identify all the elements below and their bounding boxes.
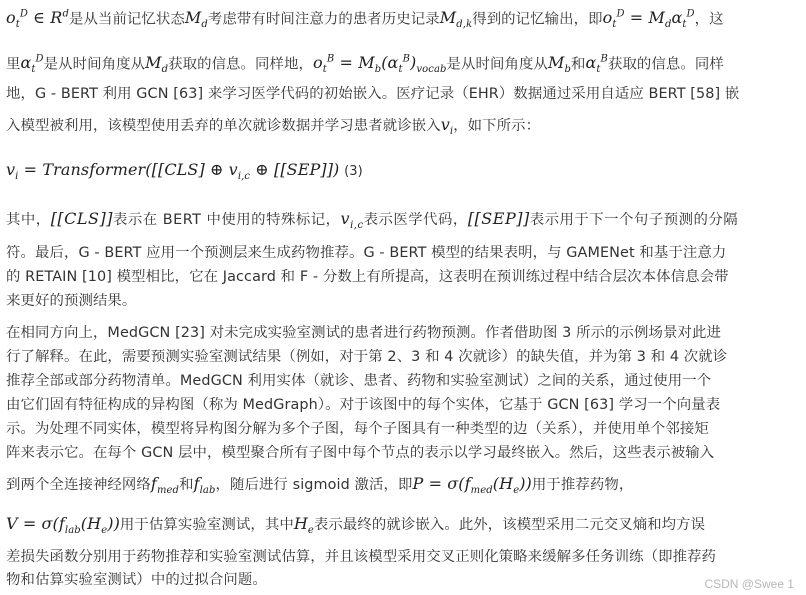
text-segment: 表示最终的就诊嵌入。此外，该模型采用二元交叉熵和均方误 [313, 517, 706, 533]
math-inline: $\alpha_t^D$ [20, 53, 44, 76]
text-line: 来更好的预测结果。 [6, 293, 137, 309]
text-line: 差损失函数分别用于药物推荐和实验室测试估算，并且该模型采用交叉正则化策略来缓解多任务训练（即推荐药 [6, 549, 717, 565]
math-inline: $P = \sigma(f_{med}(H_e))$ [412, 474, 532, 497]
text-segment: 其中， [6, 212, 51, 228]
math-inline: $f_{lab}$ [193, 474, 216, 497]
math-inline: $v_i$ [440, 115, 454, 138]
text-line [6, 513, 705, 542]
text-line [6, 473, 633, 502]
math-inline: $o_t^D = M_d\alpha_t^D$ [602, 8, 695, 31]
text-segment: 得到的记忆输出，即 [472, 11, 603, 28]
text-segment: 用于估算实验室测试，其中 [119, 517, 294, 533]
text-line: 的 RETAIN [10] 模型相比，它在 Jaccard 和 F - 分数上有所提高，这表明在预训练过程中结合层次本体信息会带 [6, 269, 729, 285]
text-line: 符。最后，G - BERT 应用一个预测层来生成药物推荐。G - BERT 模型的结果表明，与 GAMENet 和基于注意力 [6, 245, 727, 261]
math-inline: $v_{i,c}$ [340, 209, 364, 232]
text-segment: 获取的信息。同样地， [168, 56, 314, 73]
equation [6, 159, 363, 188]
math-inline: [[CLS]] [50, 209, 113, 228]
text-segment: 用于推荐药物， [531, 477, 634, 493]
math-inline: $o_t^D$ [6, 8, 28, 31]
text-line [6, 208, 738, 237]
text-segment: 表示医学代码， [363, 212, 468, 228]
text-segment: 和 [179, 477, 194, 493]
text-segment: 表示在 BERT 中使用的特殊标记， [112, 212, 341, 228]
math-inline: $V = \sigma(f_{lab}(H_e))$ [6, 514, 120, 537]
equation-body: $v_i$ = Transformer([[CLS] ⊕ $v_{i,c}$ ⊕ [[SEP]]) [6, 160, 340, 183]
equation-number: (3) [344, 164, 363, 179]
math-inline: $f_{med}$ [150, 474, 180, 497]
math-inline: $M_b$ [547, 53, 571, 76]
math-inline: $M_d$ [145, 53, 169, 76]
text-segment: 入模型被利用，该模型使用丢弃的单次就诊数据并学习患者就诊嵌入 [6, 118, 441, 134]
text-segment: ，随后进行 sigmoid 激活，即 [215, 477, 413, 493]
text-segment: 考虑带有时间注意力的患者历史记录 [207, 11, 440, 28]
text-segment: 获取的信息。同样 [607, 56, 724, 73]
text-segment: ，这 [694, 11, 724, 28]
text-line [6, 114, 540, 143]
math-inline: [[SEP]] [467, 209, 530, 228]
text-line: 在相同方向上，MedGCN [23] 对未完成实验室测试的患者进行药物预测。作者借助图 3 所示的示例场景对此进 [6, 325, 721, 341]
text-line: 示。为处理不同实体，模型将异构图分解为多个子图，每个子图具有一种类型的边（关系），并使用单个邻接矩 [6, 421, 709, 437]
text-segment: 表示用于下一个句子预测的分隔 [529, 212, 739, 228]
text-line [6, 49, 724, 82]
math-inline: $M_d$ [184, 8, 208, 31]
text-segment: 到两个全连接神经网络 [6, 477, 151, 493]
text-segment: ，如下所示： [453, 118, 541, 134]
text-segment: 是从当前记忆状态 [68, 11, 185, 28]
text-segment: 里 [6, 56, 21, 73]
text-line: 阵来表示它。在每个 GCN 层中，模型聚合所有子图中每个节点的表示以学习最终嵌入。然后，这些表示被输入 [6, 445, 715, 461]
text-segment: 是从时间角度从 [43, 56, 146, 73]
text-segment: 是从时间角度从 [446, 56, 548, 73]
math-inline: $M_{d,k}$ [439, 8, 473, 31]
math-inline: $\alpha_t^B$ [585, 53, 608, 76]
text-line: 地，G - BERT 利用 GCN [63] 来学习医学代码的初始嵌入。医疗记录（EHR）数据通过采用自适应 BERT [58] 嵌 [6, 86, 740, 102]
text-segment: 和 [570, 56, 586, 73]
text-line [6, 4, 724, 37]
math-inline: $H_e$ [293, 514, 314, 537]
csdn-watermark: CSDN @Swee 1 [704, 577, 794, 591]
math-inline: ∈ $R^d$ [27, 8, 69, 28]
text-line: 物和估算实验室测试）中的过拟合问题。 [6, 572, 267, 588]
math-inline: $o_t^B = M_b(\alpha_t^B)_{vocab}$ [313, 53, 447, 76]
text-line: 行了解释。在此，需要预测实验室测试结果（例如，对于第 2、3 和 4 次就诊）的缺失值，并为第 3 和 4 次就诊 [6, 349, 728, 365]
text-line: 由它们固有特征构成的异构图（称为 MedGraph）。对于该图中的每个实体，它基于 GCN [63] 学习一个向量表 [6, 397, 721, 413]
text-line: 推荐全部或部分药物清单。MedGCN 利用实体（就诊、患者、药物和实验室测试）之间的关系，通过使用一个 [6, 373, 712, 389]
